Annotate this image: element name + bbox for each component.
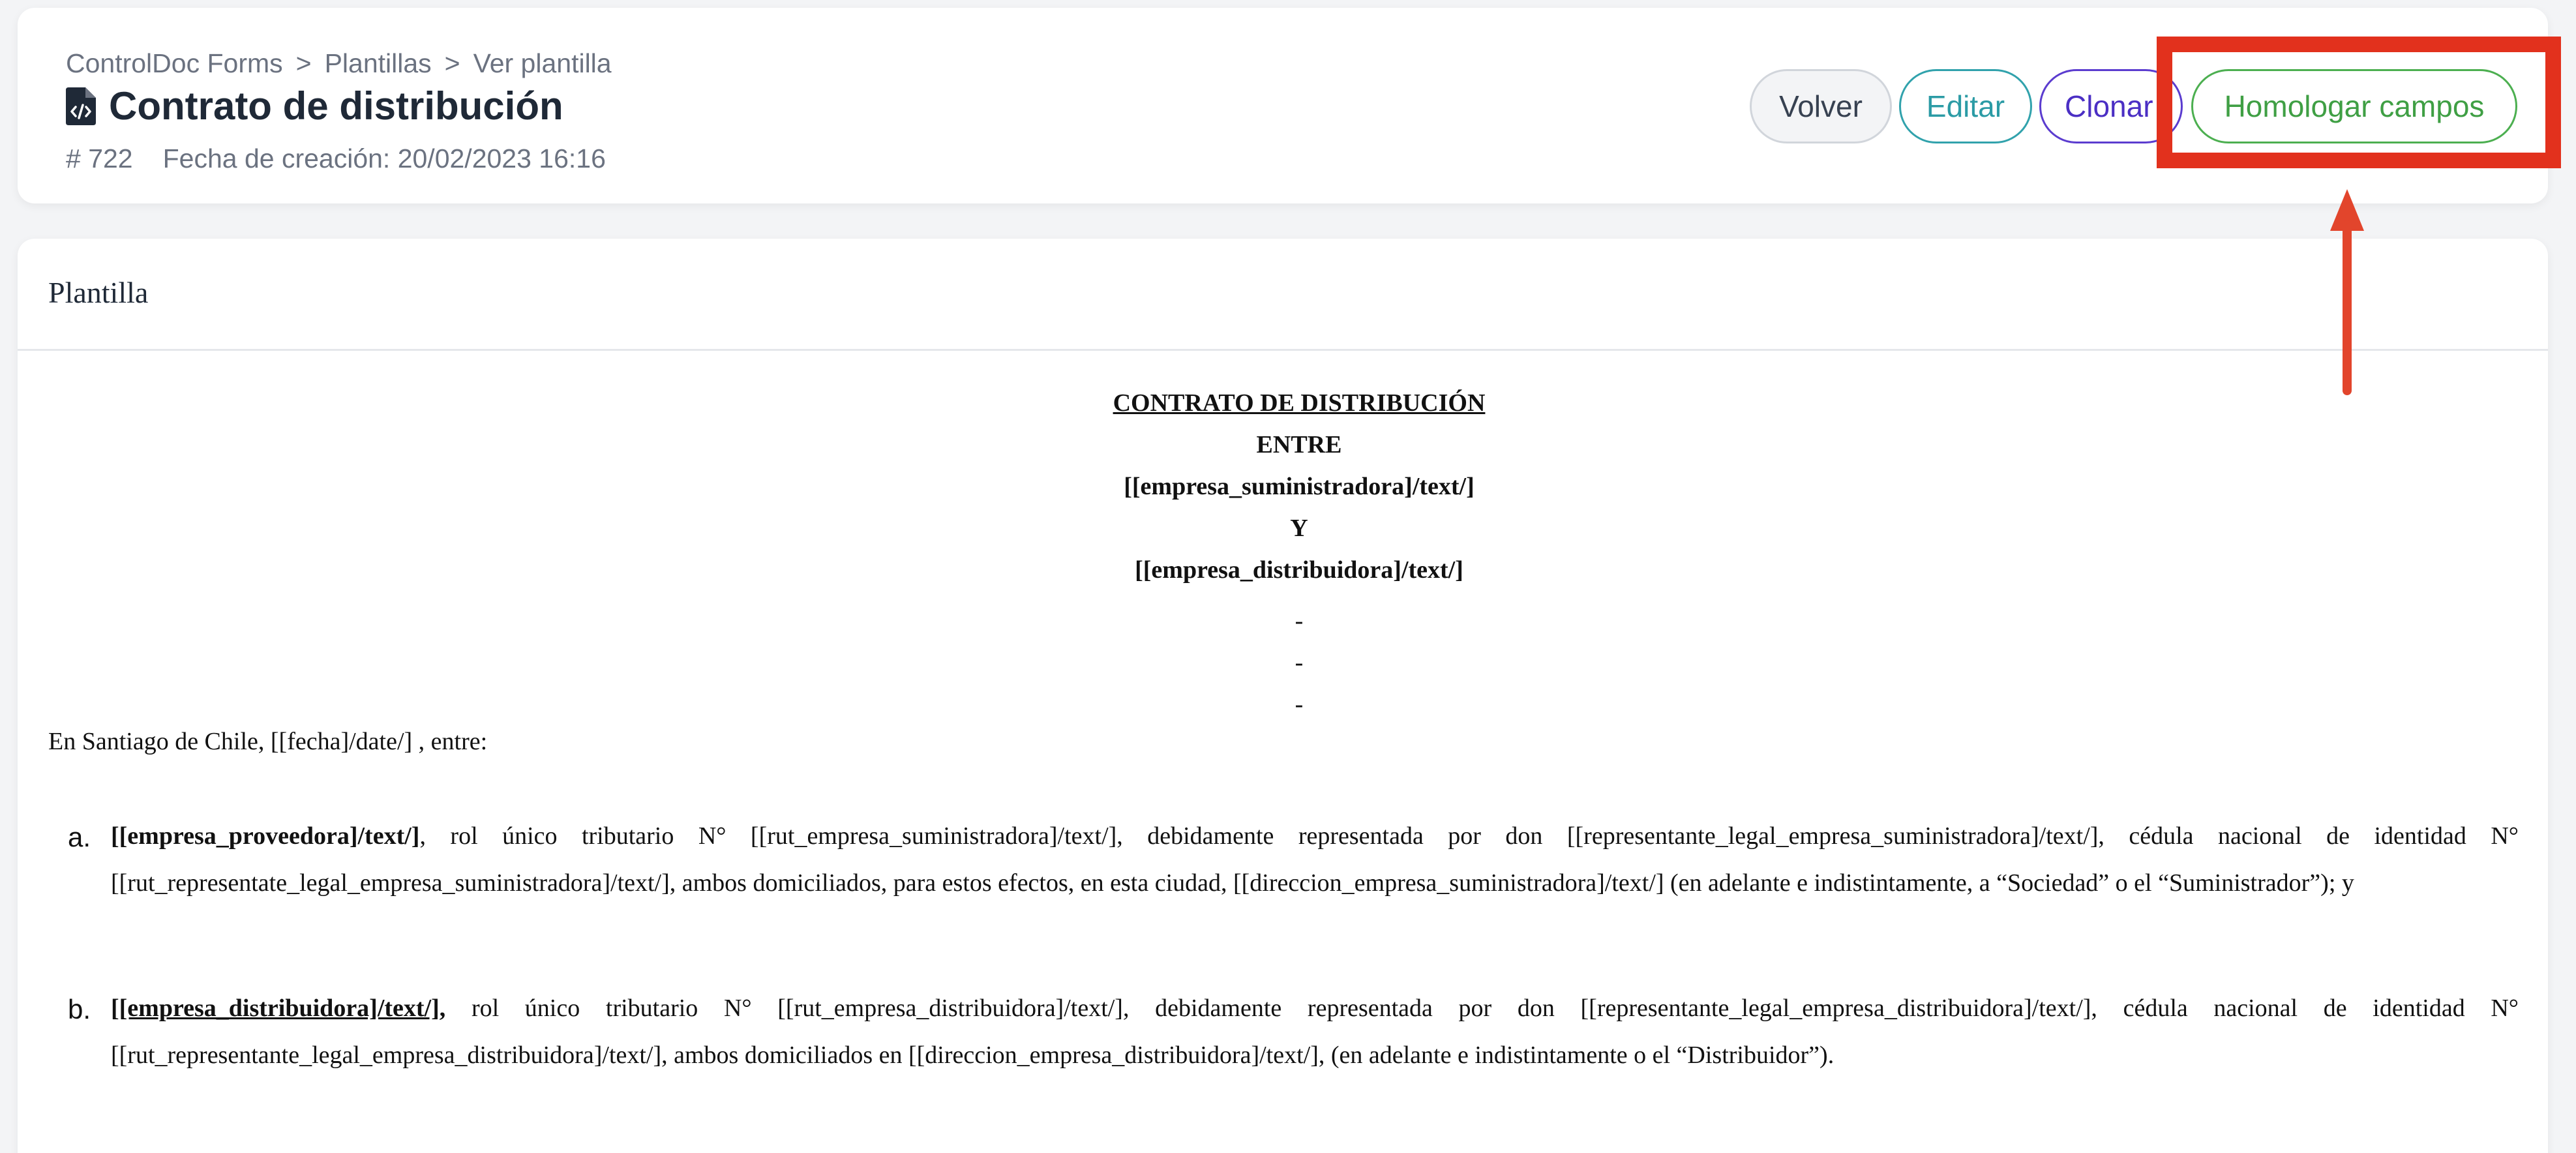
clause-text: rol único tributario N° [[rut_empresa_distribuidora]/text/], debidamente representada por don [[representante_legal_empresa_distribuidora]/text/], cédula nacional de identidad N° (445, 995, 2519, 1022)
contract-intro: En Santiago de Chile, [[fecha]/date/] , entre: (48, 728, 488, 755)
creation-date: Fecha de creación: 20/02/2023 16:16 (162, 143, 606, 173)
template-id: # 722 (66, 143, 133, 173)
back-button[interactable]: Volver (1750, 69, 1892, 143)
clause-marker: a. (68, 822, 91, 852)
breadcrumb-separator: > (295, 48, 312, 78)
code-file-icon (66, 87, 96, 125)
clause-line-2: [[rut_representate_legal_empresa_suministradora]/text/], ambos domiciliados, para estos efectos, en esta ciudad, [[direccion_empresa_suministradora]/text/] (en adelante e indistintamente, a “Sociedad” o el “Suministrador”); y (111, 869, 2354, 897)
template-card-title: Plantilla (48, 276, 149, 309)
annotation-arrow-shaft (2343, 220, 2352, 395)
breadcrumb (66, 48, 612, 79)
clause-line-1 (111, 994, 2519, 1023)
breadcrumb-separator: > (444, 48, 460, 78)
clause-line-2: [[rut_representante_legal_empresa_distribuidora]/text/], ambos domiciliados en [[direccion_empresa_distribuidora]/text/], (en adelante e indistintamente o el “Distribuidor”). (111, 1041, 1835, 1069)
clause-line-1 (111, 822, 2519, 850)
contract-y: Y (1290, 515, 1308, 542)
clone-button[interactable]: Clonar (2039, 69, 2183, 143)
contract-party-2: [[empresa_distribuidora]/text/] (1135, 556, 1463, 584)
clause-party-name: [[empresa_distribuidora]/text/], (111, 995, 446, 1022)
clause-marker: b. (68, 994, 91, 1025)
contract-dash: - (1295, 691, 1304, 718)
contract-dash: - (1295, 649, 1304, 676)
contract-party-1: [[empresa_suministradora]/text/] (1124, 473, 1475, 500)
clause-text: , rol único tributario N° [[rut_empresa_suministradora]/text/], debidamente representada por don [[representante_legal_empresa_suministradora]/text/], cédula nacional de identidad N° (419, 822, 2519, 850)
homologate-fields-button[interactable]: Homologar campos (2191, 69, 2517, 143)
clause-party-name: [[empresa_proveedora]/text/] (111, 822, 420, 850)
template-card (18, 239, 2548, 1153)
edit-button[interactable]: Editar (1899, 69, 2032, 143)
page-title: Contrato de distribución (109, 84, 563, 128)
contract-entre: ENTRE (1256, 431, 1342, 458)
template-meta (66, 143, 606, 174)
template-card-header (18, 239, 2548, 351)
contract-dash: - (1295, 607, 1304, 635)
breadcrumb-item-plantillas[interactable]: Plantillas (324, 48, 432, 78)
breadcrumb-item-ver-plantilla: Ver plantilla (473, 48, 612, 78)
contract-heading: CONTRATO DE DISTRIBUCIÓN (1113, 389, 1486, 417)
breadcrumb-item-controldoc-forms[interactable]: ControlDoc Forms (66, 48, 283, 78)
title-row (66, 83, 563, 128)
